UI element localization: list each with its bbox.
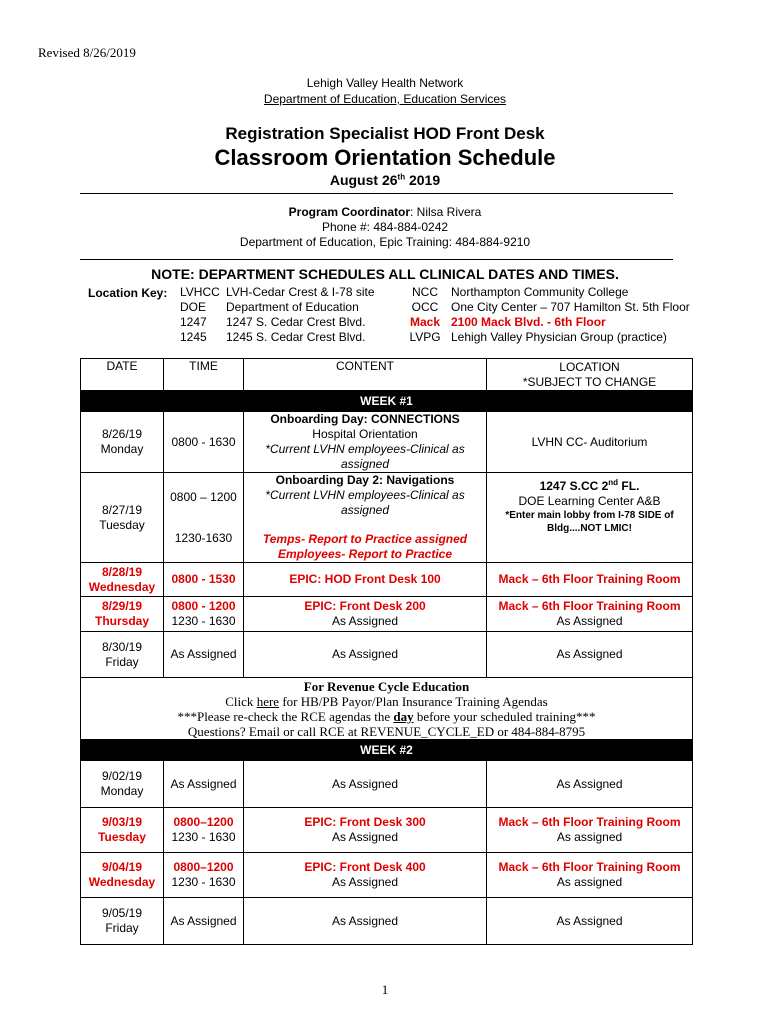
time-value: 0800–1200: [173, 815, 234, 829]
row-content: [244, 412, 487, 473]
schedule-table: [80, 358, 693, 945]
department-name: Department of Education, Education Services: [263, 92, 507, 106]
location-key-right-codes: [405, 285, 445, 345]
week-label: WEEK #2: [81, 740, 693, 761]
document-subtitle: Registration Specialist HOD Front Desk: [225, 124, 545, 143]
date-year: 2019: [405, 172, 441, 188]
key-name: One City Center – 707 Hamilton St. 5th Floor: [451, 300, 690, 314]
location-value: As assigned: [556, 830, 623, 844]
key-name: 1245 S. Cedar Crest Blvd.: [226, 330, 366, 344]
key-code: Mack: [409, 315, 441, 329]
day-value: Tuesday: [98, 830, 146, 844]
location-header-label: LOCATION: [559, 359, 620, 374]
row-location: As Assigned: [487, 632, 693, 678]
key-name: Northampton Community College: [451, 285, 629, 299]
content-line: Hospital Orientation: [312, 427, 418, 441]
row-time: 0800 - 1530: [164, 563, 244, 597]
day-value: Wednesday: [88, 579, 156, 594]
rce-line: Questions? Email or call RCE at REVENUE_CYCLE_ED or 484-884-8795: [187, 723, 586, 739]
date-value: 9/04/19: [101, 860, 143, 874]
date-value: 8/27/19: [101, 502, 143, 517]
rce-info: [81, 678, 693, 740]
divider: [80, 193, 673, 194]
rce-line: [81, 709, 692, 724]
time-value: 1230 - 1630: [171, 614, 236, 628]
time-value: 0800 – 1200: [170, 489, 237, 504]
time-value: 1230-1630: [174, 530, 233, 545]
header-content: CONTENT: [244, 359, 487, 391]
date-value: 9/03/19: [101, 815, 143, 829]
row-date: [81, 761, 164, 808]
row-date: [81, 473, 164, 563]
content-title: Onboarding Day: CONNECTIONS: [270, 412, 460, 426]
rce-heading: For Revenue Cycle Education: [303, 678, 470, 694]
row-date: [81, 563, 164, 597]
table-row: [81, 473, 693, 563]
location-note: Bldg....NOT LMIC!: [547, 523, 632, 534]
row-time: [164, 473, 244, 563]
key-name: 2100 Mack Blvd. - 6th Floor: [451, 315, 606, 329]
location-value: [487, 479, 692, 494]
row-location: [487, 853, 693, 898]
content-title: EPIC: Front Desk 200: [304, 599, 426, 613]
location-suffix: nd: [608, 478, 619, 487]
row-date: [81, 632, 164, 678]
row-location: LVHN CC- Auditorium: [487, 412, 693, 473]
row-time: [164, 597, 244, 632]
row-content: [244, 808, 487, 853]
department-note: NOTE: DEPARTMENT SCHEDULES ALL CLINICAL DATES AND TIMES.: [151, 266, 619, 282]
date-value: 8/28/19: [101, 564, 143, 579]
row-time: [164, 808, 244, 853]
organization-name: Lehigh Valley Health Network: [306, 76, 464, 90]
date-value: 9/05/19: [101, 906, 143, 920]
header-date: DATE: [81, 359, 164, 391]
day-value: Tuesday: [99, 517, 145, 532]
time-value: 1230 - 1630: [171, 830, 236, 844]
location-key-label: Location Key:: [88, 286, 168, 300]
location-key-left-names: [226, 285, 375, 345]
week-label: WEEK #1: [81, 391, 693, 412]
date-value: 9/02/19: [101, 769, 143, 783]
location-key-right-names: [451, 285, 690, 345]
key-name: LVH-Cedar Crest & I-78 site: [226, 285, 375, 299]
location-value: As assigned: [556, 875, 623, 889]
content-line: As Assigned: [331, 830, 399, 844]
table-row: [81, 808, 693, 853]
location-value: Mack – 6th Floor Training Room: [498, 860, 681, 874]
row-date: [81, 597, 164, 632]
key-code: OCC: [411, 300, 439, 314]
day-value: Wednesday: [88, 875, 156, 889]
date-value: 8/29/19: [101, 599, 143, 613]
rce-text: ***Please re-check the RCE agendas the: [177, 708, 394, 724]
location-key-left-codes: [180, 285, 220, 345]
content-note: Temps- Report to Practice assigned: [262, 532, 468, 546]
row-date: [81, 412, 164, 473]
rce-text: before your scheduled training***: [413, 708, 596, 724]
table-row: [81, 597, 693, 632]
coordinator-phone: Phone #: 484-884-0242: [321, 220, 449, 234]
header-time: TIME: [164, 359, 244, 391]
divider: [80, 259, 673, 260]
date-suffix: th: [397, 172, 406, 182]
schedule-date: [0, 172, 770, 188]
content-note: *Current LVHN employees-Clinical as assigned: [265, 442, 465, 471]
key-code: DOE: [180, 300, 207, 314]
row-content: [244, 597, 487, 632]
day-value: Friday: [105, 921, 139, 935]
day-value: Thursday: [94, 614, 149, 628]
page-number: 1: [381, 982, 389, 997]
rce-emphasis: day: [393, 708, 414, 724]
department-phone: Department of Education, Epic Training: 484-884-9210: [239, 235, 531, 249]
location-part: FL.: [618, 479, 640, 493]
location-value: As Assigned: [556, 614, 623, 628]
table-row: [81, 632, 693, 678]
row-location: [487, 597, 693, 632]
content-note: Employees- Report to Practice: [277, 547, 453, 561]
content-line: As Assigned: [331, 614, 399, 628]
location-part: 1247 S.CC 2: [539, 479, 609, 493]
row-content: As Assigned: [244, 632, 487, 678]
row-content: As Assigned: [244, 898, 487, 945]
table-row: [81, 898, 693, 945]
row-location: Mack – 6th Floor Training Room: [487, 563, 693, 597]
row-date: [81, 853, 164, 898]
content-line: As Assigned: [331, 875, 399, 889]
table-row: [81, 761, 693, 808]
row-location: [487, 473, 693, 563]
table-header-row: [81, 359, 693, 391]
content-title: EPIC: Front Desk 300: [304, 815, 426, 829]
day-value: Friday: [105, 654, 139, 669]
time-value: 0800–1200: [173, 860, 234, 874]
rce-info-row: [81, 678, 693, 740]
rce-agenda-link[interactable]: here: [256, 693, 280, 709]
row-date: [81, 898, 164, 945]
key-code: LVHCC: [180, 285, 220, 299]
key-name: Lehigh Valley Physician Group (practice): [451, 330, 667, 344]
location-note: *Enter main lobby from I-78 SIDE of: [505, 510, 674, 521]
row-content: EPIC: HOD Front Desk 100: [244, 563, 487, 597]
location-value: Mack – 6th Floor Training Room: [498, 599, 681, 613]
table-row: [81, 563, 693, 597]
key-code: 1245: [180, 330, 207, 344]
row-date: [81, 808, 164, 853]
table-row: [81, 412, 693, 473]
content-title: EPIC: Front Desk 400: [304, 860, 426, 874]
row-time: As Assigned: [164, 761, 244, 808]
rce-text: Click: [225, 693, 257, 709]
date-value: 8/30/19: [101, 639, 143, 654]
row-time: As Assigned: [164, 632, 244, 678]
time-value: 1230 - 1630: [171, 875, 236, 889]
row-content: [244, 473, 487, 563]
row-time: As Assigned: [164, 898, 244, 945]
key-name: 1247 S. Cedar Crest Blvd.: [226, 315, 366, 329]
date-month-day: August 26: [329, 172, 398, 188]
key-code: LVPG: [409, 330, 441, 344]
time-value: 0800 - 1200: [171, 599, 236, 613]
row-time: 0800 - 1630: [164, 412, 244, 473]
key-code: NCC: [412, 285, 438, 299]
program-coordinator: [0, 205, 770, 219]
location-header-note: *SUBJECT TO CHANGE: [522, 374, 657, 389]
header-location: [487, 359, 693, 391]
coordinator-name: : Nilsa Rivera: [409, 205, 482, 219]
rce-line: [81, 694, 692, 709]
key-name: Department of Education: [226, 300, 359, 314]
key-code: 1247: [180, 315, 207, 329]
row-time: [164, 853, 244, 898]
revised-date: Revised 8/26/2019: [38, 45, 136, 60]
table-row: [81, 853, 693, 898]
week-header-row: [81, 391, 693, 412]
row-location: As Assigned: [487, 761, 693, 808]
content-title: Onboarding Day 2: Navigations: [275, 473, 455, 487]
row-location: As Assigned: [487, 898, 693, 945]
coordinator-label: Program Coordinator: [288, 205, 410, 219]
row-content: [244, 853, 487, 898]
day-value: Monday: [100, 442, 144, 456]
row-location: [487, 808, 693, 853]
date-value: 8/26/19: [101, 427, 143, 441]
week-header-row: [81, 740, 693, 761]
rce-text: for HB/PB Payor/Plan Insurance Training Agendas: [279, 693, 548, 709]
document-title: Classroom Orientation Schedule: [214, 145, 556, 170]
row-content: As Assigned: [244, 761, 487, 808]
location-value: Mack – 6th Floor Training Room: [498, 815, 681, 829]
day-value: Monday: [100, 784, 144, 798]
location-value: DOE Learning Center A&B: [518, 494, 661, 508]
content-note: *Current LVHN employees-Clinical as assigned: [265, 488, 465, 517]
